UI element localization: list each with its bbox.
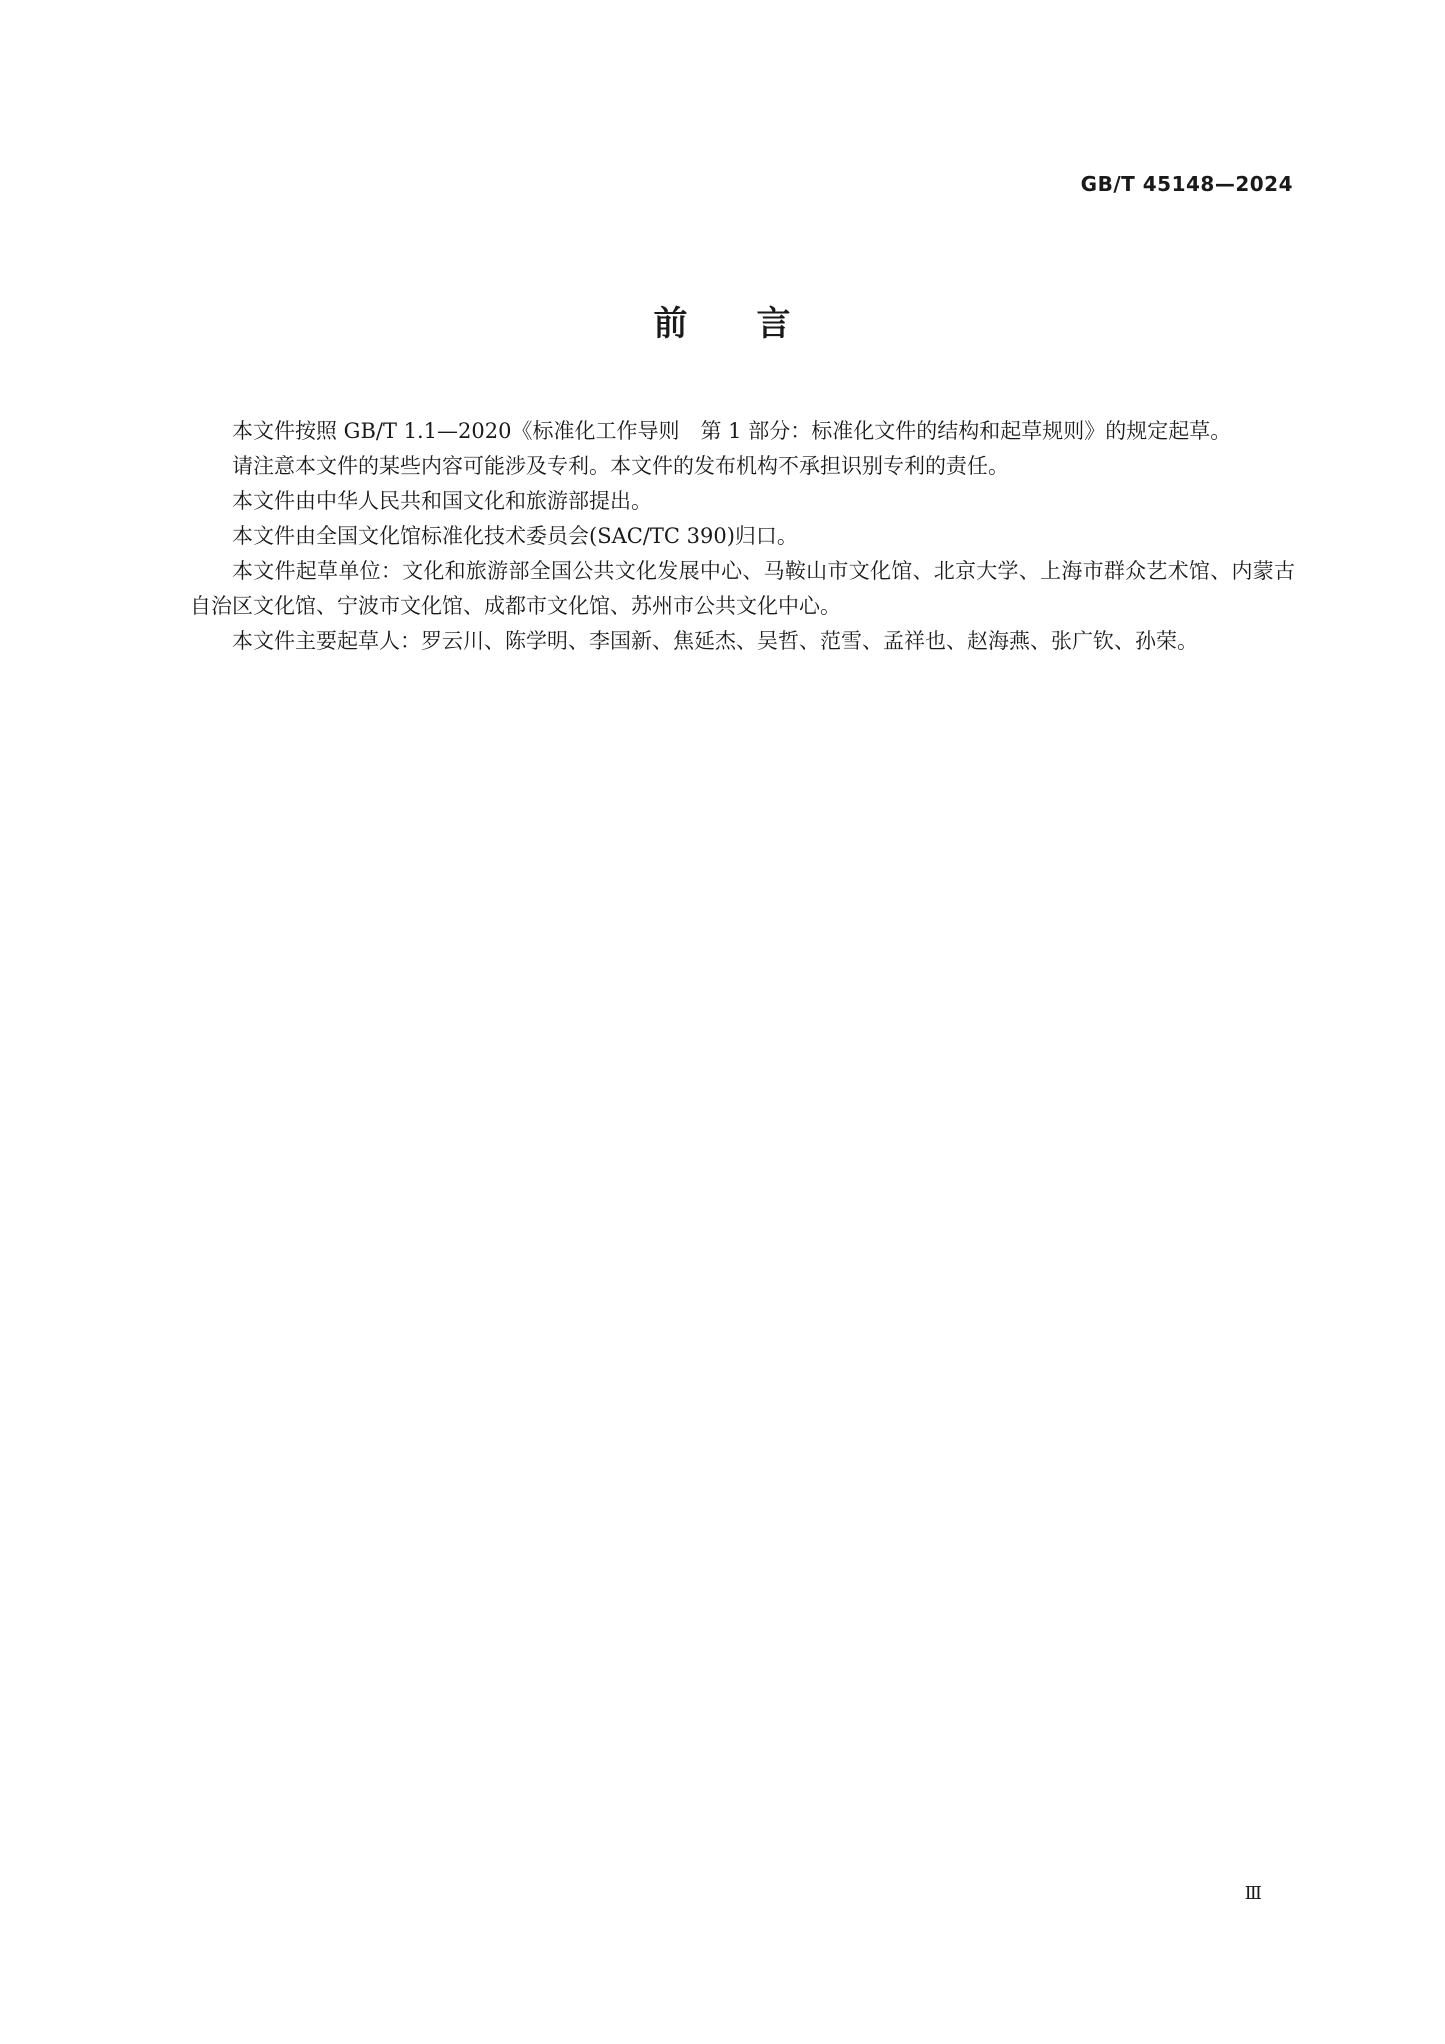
paragraph-drafting-rules: 本文件按照 GB/T 1.1—2020《标准化工作导则 第 1 部分：标准化文件的结构和起草规则》的规定起草。 [232, 419, 1232, 443]
document-number: GB/T 45148—2024 [1080, 172, 1293, 196]
paragraph-patent-notice: 请注意本文件的某些内容可能涉及专利。本文件的发布机构不承担识别专利的责任。 [232, 454, 1009, 478]
page-title-part-2: 言 [756, 304, 792, 344]
paragraph-drafting-units: 本文件起草单位：文化和旅游部全国公共文化发展中心、马鞍山市文化馆、北京大学、上海市群众艺术馆、内蒙古自治区文化馆、宁波市文化馆、成都市文化馆、苏州市公共文化中心。 [190, 559, 1295, 618]
paragraph-drafters: 本文件主要起草人：罗云川、陈学明、李国新、焦延杰、吴哲、范雪、孟祥也、赵海燕、张广钦、孙荣。 [232, 629, 1198, 653]
paragraph-administrator: 本文件由全国文化馆标准化技术委员会(SAC/TC 390)归口。 [232, 524, 798, 548]
page-title [0, 296, 1445, 345]
page-number: Ⅲ [1244, 1883, 1261, 1904]
page-title-part-1: 前 [653, 304, 689, 344]
foreword-body [190, 414, 1295, 659]
paragraph-proposer: 本文件由中华人民共和国文化和旅游部提出。 [232, 489, 652, 513]
